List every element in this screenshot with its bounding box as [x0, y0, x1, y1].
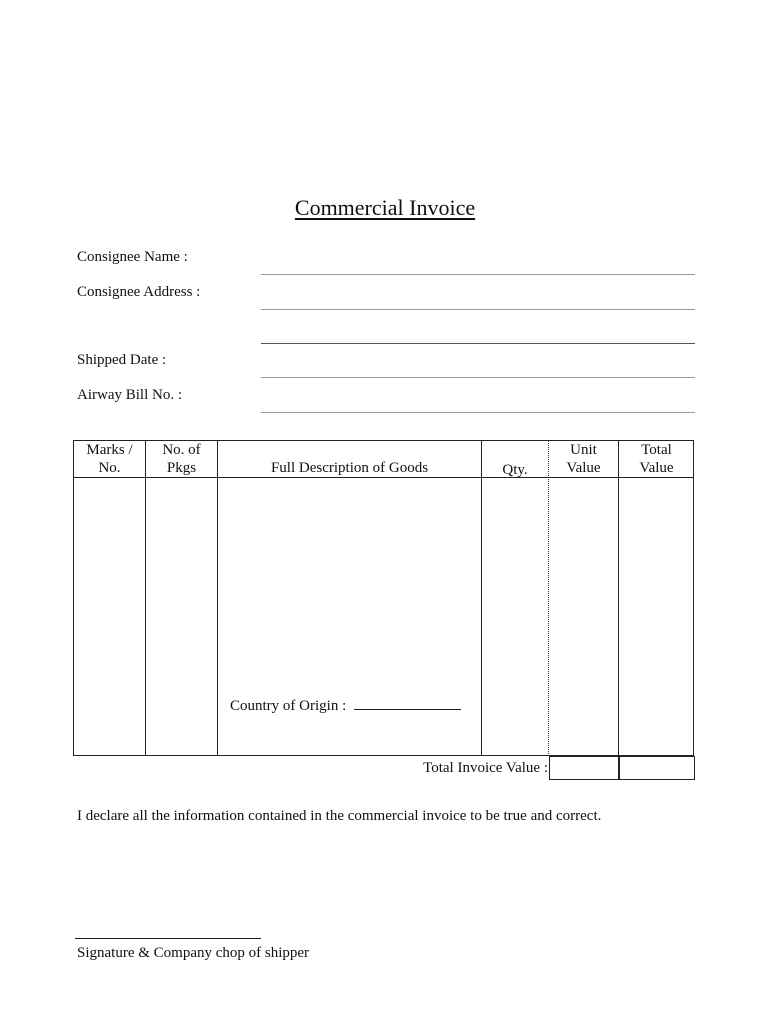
country-of-origin-label: Country of Origin : [230, 698, 347, 714]
header-total-value [619, 441, 694, 477]
header-unit-line2: Value [566, 460, 601, 476]
total-invoice-value-label: Total Invoice Value : [423, 760, 548, 776]
header-pkgs-line2: Pkgs [166, 460, 197, 476]
header-marks-no [74, 441, 145, 477]
signature-label: Signature & Company chop of shipper [77, 945, 310, 961]
no-of-pkgs-cell[interactable] [146, 478, 217, 755]
consignee-address-field-line-1[interactable] [261, 309, 695, 310]
header-no-of-pkgs [146, 441, 217, 477]
total-value-cell[interactable] [619, 478, 694, 755]
marks-no-cell[interactable] [74, 478, 145, 755]
declaration-text: I declare all the information contained in the commercial invoice to be true and correct. [77, 808, 602, 824]
header-description: Full Description of Goods [270, 460, 429, 476]
header-qty: Qty. [502, 462, 528, 478]
consignee-name-label: Consignee Name : [77, 249, 188, 265]
qty-cell[interactable] [482, 478, 548, 755]
shipped-date-label: Shipped Date : [77, 352, 167, 368]
signature-line[interactable] [75, 938, 261, 939]
header-marks-line2: No. [98, 460, 121, 476]
consignee-name-field[interactable] [261, 274, 695, 275]
country-of-origin-field[interactable] [354, 709, 461, 710]
total-unit-value-box[interactable] [549, 756, 620, 780]
header-unit-value [549, 441, 618, 477]
header-unit-line1: Unit [570, 442, 597, 458]
shipped-date-field[interactable] [261, 377, 695, 378]
total-value-box[interactable] [618, 756, 695, 780]
airway-bill-field[interactable] [261, 412, 695, 413]
unit-value-cell[interactable] [549, 478, 618, 755]
consignee-address-field-line-2[interactable] [261, 343, 695, 344]
header-marks-line1: Marks / [86, 442, 133, 458]
country-of-origin [230, 698, 461, 715]
consignee-address-label: Consignee Address : [77, 284, 201, 300]
invoice-title: Commercial Invoice [294, 195, 476, 220]
header-total-line1: Total [641, 442, 672, 458]
header-total-line2: Value [639, 460, 674, 476]
airway-bill-label: Airway Bill No. : [77, 387, 182, 403]
header-pkgs-line1: No. of [162, 442, 201, 458]
description-cell[interactable] [218, 478, 481, 688]
